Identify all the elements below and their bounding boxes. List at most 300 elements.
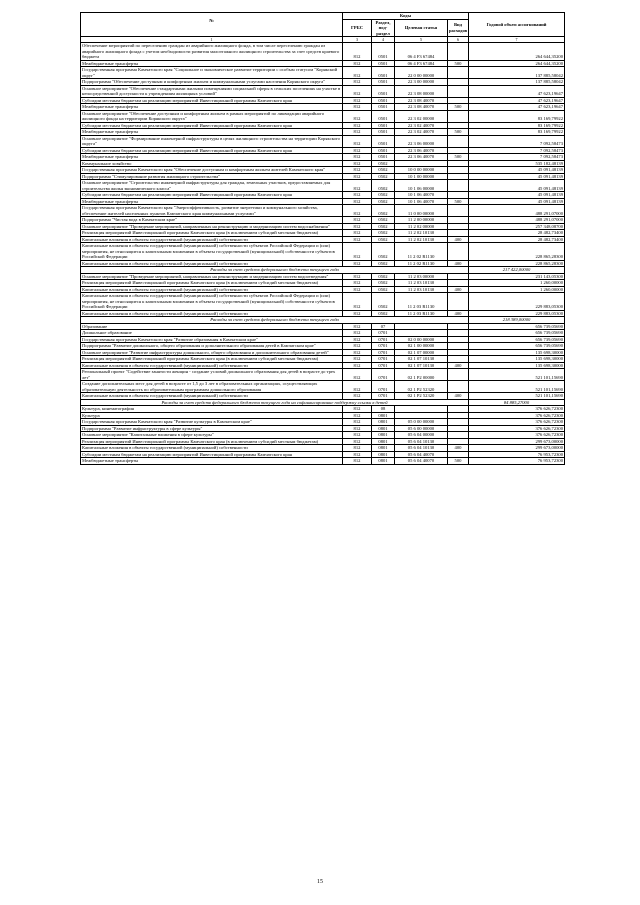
cell-vid: 500 xyxy=(448,129,469,136)
cell-amount: 1 260,00000 xyxy=(469,286,565,293)
cell-grbs: 812 xyxy=(343,205,372,217)
cell-statya: 11 2 03 00000 xyxy=(395,273,448,280)
cell-razdel: 0801 xyxy=(372,432,395,439)
cell-vid: 500 xyxy=(448,60,469,67)
cell-amount: 656 739,05690 xyxy=(469,323,565,330)
table-row xyxy=(81,180,565,192)
cell-grbs: 812 xyxy=(343,280,372,287)
cell-statya: 10 1 06 40070 xyxy=(395,198,448,205)
cell-name: Основное мероприятие "Обеспечение доступным и комфортным жильем в рамках мероприятий по ликвидации аварийного жилищного фонда на территории Корякского округа" xyxy=(81,110,343,122)
table-row xyxy=(81,243,565,261)
cell-amount: 376 626,72300 xyxy=(469,406,565,413)
cell-razdel: 0701 xyxy=(372,393,395,400)
cell-amount: 7 092,58473 xyxy=(469,135,565,147)
cell-razdel: 0501 xyxy=(372,135,395,147)
cell-grbs: 812 xyxy=(343,135,372,147)
cell-name: Основное мероприятие "Обеспечение стандартными жилыми помещениями социальной сферы в сельских поселениях на участке в непосредственной доступности к учреждениям жилищных условий" xyxy=(81,85,343,97)
cell-statya: 11 2 03 10130 xyxy=(395,280,448,287)
cell-name: Межбюджетные трансферты xyxy=(81,198,343,205)
cell-grbs: 812 xyxy=(343,310,372,317)
cell-amount: 231 143,05300 xyxy=(469,273,565,280)
cell-razdel: 0501 xyxy=(372,97,395,104)
cell-grbs: 812 xyxy=(343,336,372,343)
cell-amount: 28 482,73400 xyxy=(469,236,565,243)
cell-name: Государственная программа Камчатского края "Развитие образования в Камчатском крае" xyxy=(81,336,343,343)
header-vid: Вид расходов xyxy=(448,19,469,37)
page-number: 15 xyxy=(317,879,323,885)
cell-grbs: 812 xyxy=(343,223,372,230)
cell-statya: 11 2 02 00000 xyxy=(395,223,448,230)
header-statya: Целевая статья xyxy=(395,19,448,37)
cell-grbs: 812 xyxy=(343,236,372,243)
cell-razdel: 0502 xyxy=(372,236,395,243)
cell-statya: 02 1 P2 00000 xyxy=(395,369,448,381)
cell-name: Межбюджетные трансферты xyxy=(81,60,343,67)
cell-amount: 47 623,19647 xyxy=(469,85,565,97)
cell-statya: 22 3 08 40070 xyxy=(395,104,448,111)
cell-grbs: 812 xyxy=(343,273,372,280)
table-row xyxy=(81,110,565,122)
cell-name: Реализация мероприятий Инвестиционной программы Камчатского края (в исключением субсидий местным бюджетам) xyxy=(81,438,343,445)
cell-razdel: 0501 xyxy=(372,85,395,97)
cell-razdel: 0501 xyxy=(372,43,395,61)
note-text: Расходы за счет средств федерального бюджета текущего года на софинансирование поддержку ссылки в детей xyxy=(81,399,469,406)
cell-grbs: 812 xyxy=(343,243,372,261)
cell-statya: 02 1 07 10130 xyxy=(395,362,448,369)
cell-grbs: 812 xyxy=(343,260,372,267)
cell-grbs: 812 xyxy=(343,438,372,445)
cell-razdel: 07 xyxy=(372,323,395,330)
note-text: Расходы за счет средств федерального бюджета текущего года xyxy=(81,267,469,274)
cell-grbs: 812 xyxy=(343,445,372,452)
cell-razdel: 0801 xyxy=(372,438,395,445)
cell-name: Капитальные вложения в объекты государственной (муниципальной) собственности xyxy=(81,362,343,369)
cell-amount: 521 101,15690 xyxy=(469,381,565,393)
cell-razdel: 0501 xyxy=(372,79,395,86)
cell-razdel: 0502 xyxy=(372,243,395,261)
cell-statya: 11 0 00 00000 xyxy=(395,205,448,217)
cell-statya: 06 4 F3 67484 xyxy=(395,43,448,61)
cell-grbs: 812 xyxy=(343,362,372,369)
cell-razdel: 0501 xyxy=(372,154,395,161)
cell-statya: 02 0 00 00000 xyxy=(395,336,448,343)
table-row xyxy=(81,67,565,79)
cell-grbs: 812 xyxy=(343,192,372,199)
cell-grbs: 812 xyxy=(343,97,372,104)
cell-razdel: 0502 xyxy=(372,260,395,267)
cell-amount: 228 865,28300 xyxy=(469,243,565,261)
cell-razdel: 0502 xyxy=(372,160,395,167)
table-row xyxy=(81,43,565,61)
table-row xyxy=(81,205,565,217)
cell-name: Коммунальное хозяйство xyxy=(81,160,343,167)
cell-grbs: 812 xyxy=(343,167,372,174)
cell-razdel: 0502 xyxy=(372,198,395,205)
table-row xyxy=(81,369,565,381)
cell-name: Реализация мероприятий Инвестиционной программы Камчатского края (в исключением субсидий местным бюджетам) xyxy=(81,356,343,363)
cell-amount: 488 291,07000 xyxy=(469,217,565,224)
cell-name: Капитальные вложения в объекты государственной (муниципальной) собственности xyxy=(81,260,343,267)
cell-amount: 83 169,79922 xyxy=(469,110,565,122)
header-codes: Коды xyxy=(343,13,469,20)
cell-statya: 11 2 02 10130 xyxy=(395,230,448,237)
cell-grbs: 812 xyxy=(343,154,372,161)
cell-name: Государственная программа Камчатского края "Социальное и экономическое развитие территории с особым статусом "Корякский округ" xyxy=(81,67,343,79)
cell-vid: 500 xyxy=(448,198,469,205)
cell-statya: 22 3 06 40070 xyxy=(395,154,448,161)
cell-vid xyxy=(448,135,469,147)
cell-statya: 22 3 00 00000 xyxy=(395,79,448,86)
cell-amount: 47 623,19647 xyxy=(469,104,565,111)
cell-name: Дошкольное образование xyxy=(81,330,343,337)
cell-grbs: 812 xyxy=(343,198,372,205)
cell-grbs: 812 xyxy=(343,129,372,136)
column-index: 3 xyxy=(343,37,372,43)
cell-statya: 11 2 02 10130 xyxy=(395,236,448,243)
cell-grbs: 812 xyxy=(343,412,372,419)
cell-grbs: 812 xyxy=(343,85,372,97)
cell-name: Региональный проект "Содействие занятости женщин - создание условий дошкольного образования для детей в возрасте до трех лет" xyxy=(81,369,343,381)
cell-amount: 135 698,30000 xyxy=(469,349,565,356)
cell-vid: 400 xyxy=(448,362,469,369)
cell-razdel: 0501 xyxy=(372,104,395,111)
cell-razdel: 0502 xyxy=(372,167,395,174)
table-row xyxy=(81,458,565,465)
cell-statya: 02 1 P2 52320 xyxy=(395,381,448,393)
cell-vid: 400 xyxy=(448,236,469,243)
cell-name: Субсидии местным бюджетам на реализацию мероприятий Инвестиционной программы Камчатского края xyxy=(81,122,343,129)
cell-grbs: 812 xyxy=(343,180,372,192)
cell-name: Государственная программа Камчатского края "Обеспечение доступным и комфортным жильем жителей Камчатского края" xyxy=(81,167,343,174)
cell-statya: 02 1 07 10130 xyxy=(395,356,448,363)
cell-amount: 376 626,72300 xyxy=(469,432,565,439)
cell-name: Межбюджетные трансферты xyxy=(81,458,343,465)
cell-name: Капитальные вложения в объекты государственной (муниципальной) собственности xyxy=(81,236,343,243)
cell-grbs: 812 xyxy=(343,393,372,400)
cell-grbs: 812 xyxy=(343,323,372,330)
cell-vid: 500 xyxy=(448,104,469,111)
cell-grbs: 812 xyxy=(343,343,372,350)
cell-grbs: 812 xyxy=(343,230,372,237)
cell-name: Основное мероприятие "Капитальные вложения в сфере культуры" xyxy=(81,432,343,439)
cell-grbs: 812 xyxy=(343,122,372,129)
cell-razdel: 08 xyxy=(372,406,395,413)
cell-amount: 488 291,07000 xyxy=(469,205,565,217)
cell-amount: 45 091,48139 xyxy=(469,180,565,192)
cell-amount: 7 092,58473 xyxy=(469,154,565,161)
cell-statya: 22 3 02 00000 xyxy=(395,110,448,122)
cell-razdel: 0501 xyxy=(372,122,395,129)
cell-vid: 400 xyxy=(448,445,469,452)
cell-razdel: 0701 xyxy=(372,381,395,393)
note-amount: 217 422,00000 xyxy=(469,267,565,274)
column-index: 5 xyxy=(395,37,448,43)
cell-grbs: 812 xyxy=(343,217,372,224)
cell-name: Капитальные вложения в объекты государственной (муниципальной) собственности xyxy=(81,445,343,452)
note-text: Расходы за счет средств федерального бюджета текущего года xyxy=(81,317,469,324)
header-razdel: Раздел, под- раздел xyxy=(372,19,395,37)
cell-statya: 11 2 02 R1130 xyxy=(395,243,448,261)
cell-statya: 05 6 04 10130 xyxy=(395,438,448,445)
cell-amount: 229 883,05300 xyxy=(469,293,565,311)
cell-vid xyxy=(448,243,469,261)
cell-statya: 22 3 02 40070 xyxy=(395,129,448,136)
cell-amount: 137 885,58042 xyxy=(469,67,565,79)
cell-name: Государственная программа Камчатского края "Энергоэффективность, развитие энергетики и коммунального хозяйства, обеспечение жителей населенных пунктов Камчатского края коммунальными услугами" xyxy=(81,205,343,217)
cell-statya: 06 4 F3 67484 xyxy=(395,60,448,67)
cell-grbs: 812 xyxy=(343,451,372,458)
cell-vid xyxy=(448,205,469,217)
cell-vid: 500 xyxy=(448,154,469,161)
note-amount: 84 885,27000 xyxy=(469,399,565,406)
cell-name: Подпрограмма "Стимулирование развития жилищного строительства" xyxy=(81,173,343,180)
cell-vid: 400 xyxy=(448,286,469,293)
cell-name: Межбюджетные трансферты xyxy=(81,129,343,136)
cell-razdel: 0801 xyxy=(372,419,395,426)
cell-statya: 05 6 00 00000 xyxy=(395,425,448,432)
cell-vid: 400 xyxy=(448,393,469,400)
cell-name: Субсидии местным бюджетам на реализацию мероприятий Инвестиционной программы Камчатского края xyxy=(81,147,343,154)
table-row xyxy=(81,293,565,311)
cell-amount: 376 626,72300 xyxy=(469,419,565,426)
cell-name: Основное мероприятие "Формирование инженерной инфраструктуры в целях жилищного строительства на территории Корякского округа" xyxy=(81,135,343,147)
cell-statya: 05 6 04 40070 xyxy=(395,451,448,458)
cell-statya: 11 2 00 00000 xyxy=(395,217,448,224)
cell-statya: 10 1 06 40070 xyxy=(395,192,448,199)
cell-statya: 05 6 04 10130 xyxy=(395,445,448,452)
cell-grbs: 812 xyxy=(343,419,372,426)
cell-amount: 135 698,30000 xyxy=(469,356,565,363)
cell-vid: 400 xyxy=(448,260,469,267)
cell-statya: 22 3 06 00000 xyxy=(395,135,448,147)
cell-amount: 47 623,19647 xyxy=(469,97,565,104)
cell-razdel: 0502 xyxy=(372,180,395,192)
cell-name: Образование xyxy=(81,323,343,330)
cell-grbs: 812 xyxy=(343,43,372,61)
cell-razdel: 0501 xyxy=(372,110,395,122)
cell-razdel: 0502 xyxy=(372,286,395,293)
budget-table-page xyxy=(80,12,564,465)
cell-razdel: 0502 xyxy=(372,223,395,230)
cell-name: Основное мероприятие "Развитие инфраструктуры дошкольного, общего образования и дополнительного образования детей" xyxy=(81,349,343,356)
cell-name: Основное мероприятие "Проведение мероприятий, направленных на реконструкцию и модернизацию систем водоснабжения" xyxy=(81,223,343,230)
cell-grbs: 812 xyxy=(343,67,372,79)
cell-razdel: 0701 xyxy=(372,356,395,363)
cell-amount: 28 482,73400 xyxy=(469,230,565,237)
cell-razdel: 0701 xyxy=(372,362,395,369)
cell-razdel: 0701 xyxy=(372,330,395,337)
header-num: № xyxy=(209,17,214,23)
header-grbs: ГРБС xyxy=(343,19,372,37)
cell-grbs: 812 xyxy=(343,425,372,432)
cell-grbs: 812 xyxy=(343,60,372,67)
cell-name: Капитальные вложения в объекты государственной (муниципальной) собственности xyxy=(81,310,343,317)
cell-amount: 45 091,48139 xyxy=(469,192,565,199)
cell-razdel: 0502 xyxy=(372,280,395,287)
cell-grbs: 812 xyxy=(343,104,372,111)
cell-amount: 137 885,58042 xyxy=(469,79,565,86)
cell-name: Капитальные вложения в объекты государственной (муниципальной) собственности xyxy=(81,393,343,400)
cell-name: Межбюджетные трансферты xyxy=(81,154,343,161)
cell-amount: 656 739,05690 xyxy=(469,330,565,337)
cell-statya: 22 3 02 40070 xyxy=(395,122,448,129)
cell-amount: 45 091,48139 xyxy=(469,173,565,180)
cell-vid xyxy=(448,67,469,79)
cell-name: Подпрограмма "Чистая вода в Камчатском крае" xyxy=(81,217,343,224)
cell-name: Подпрограмма "Развитие дошкольного, общего образования и дополнительного образования детей в Камчатском крае" xyxy=(81,343,343,350)
cell-statya: 02 1 P2 52320 xyxy=(395,393,448,400)
cell-razdel: 0502 xyxy=(372,217,395,224)
cell-amount: 45 091,48139 xyxy=(469,167,565,174)
cell-name: Реализация мероприятий Инвестиционной программы Камчатского края (в исключением субсидий местным бюджетам) xyxy=(81,280,343,287)
cell-name: Капитальные вложения в объекты государственной (муниципальной) собственности субъектов Российской Федерации и (или) мероприятия, не относящиеся к капитальным вложениям в объекты государственной (муниципальной) собственности субъектов Российской Федерации xyxy=(81,243,343,261)
cell-name: Культура, кинематография xyxy=(81,406,343,413)
cell-amount: 1 260,00000 xyxy=(469,280,565,287)
cell-name: Субсидии местным бюджетам на реализацию мероприятий Инвестиционной программы Камчатского края xyxy=(81,97,343,104)
cell-grbs: 812 xyxy=(343,110,372,122)
cell-vid: 400 xyxy=(448,310,469,317)
cell-statya: 02 1 00 00000 xyxy=(395,343,448,350)
cell-amount: 299 673,00000 xyxy=(469,438,565,445)
cell-statya: 02 1 07 00000 xyxy=(395,349,448,356)
cell-statya: 22 3 08 40070 xyxy=(395,97,448,104)
cell-razdel: 0502 xyxy=(372,273,395,280)
cell-razdel: 0501 xyxy=(372,67,395,79)
cell-grbs: 812 xyxy=(343,369,372,381)
cell-name: Основное мероприятие "Строительство инженерной инфраструктуры для граждан, земельных участков, предоставляемых для строительства жилья экономического класса" xyxy=(81,180,343,192)
cell-grbs: 812 xyxy=(343,330,372,337)
cell-razdel: 0502 xyxy=(372,205,395,217)
cell-amount: 83 169,79922 xyxy=(469,129,565,136)
cell-razdel: 0801 xyxy=(372,445,395,452)
cell-amount: 656 739,05690 xyxy=(469,343,565,350)
column-index: 1 xyxy=(81,37,343,43)
cell-razdel: 0701 xyxy=(372,343,395,350)
cell-amount: 521 101,15690 xyxy=(469,369,565,381)
cell-amount: 135 698,30000 xyxy=(469,362,565,369)
column-index: 6 xyxy=(448,37,469,43)
cell-amount: 376 626,72300 xyxy=(469,425,565,432)
cell-amount: 656 739,05690 xyxy=(469,336,565,343)
cell-name: Государственная программа Камчатского края "Развитие культуры в Камчатском крае" xyxy=(81,419,343,426)
cell-statya: 22 3 06 40070 xyxy=(395,147,448,154)
cell-amount: 299 673,00000 xyxy=(469,445,565,452)
cell-vid xyxy=(448,85,469,97)
budget-table xyxy=(80,12,565,465)
cell-razdel: 0701 xyxy=(372,336,395,343)
cell-statya: 11 2 03 R1130 xyxy=(395,310,448,317)
cell-grbs: 812 xyxy=(343,381,372,393)
table-row xyxy=(81,381,565,393)
cell-grbs: 812 xyxy=(343,458,372,465)
header-sum: Годовой объем ассигнований xyxy=(469,13,565,37)
cell-name: Капитальные вложения в объекты государственной (муниципальной) собственности субъектов Российской Федерации и (или) мероприятия, не относящиеся к капитальным вложениям в объекты государственной (муниципальной) собственности субъектов Российской Федерации xyxy=(81,293,343,311)
cell-amount: 376 626,72300 xyxy=(469,412,565,419)
cell-statya: 10 1 06 00000 xyxy=(395,180,448,192)
cell-amount: 228 865,28300 xyxy=(469,260,565,267)
column-index: 4 xyxy=(372,37,395,43)
cell-name: Подпрограмма "Обеспечение доступным и комфортным жильем и коммунальными услугами населения Корякского округа" xyxy=(81,79,343,86)
cell-statya: 10 1 00 00000 xyxy=(395,173,448,180)
cell-statya: 10 0 00 00000 xyxy=(395,167,448,174)
cell-amount: 7 092,58473 xyxy=(469,147,565,154)
cell-name: Создание дополнительных мест для детей в возрасте от 1,5 до 3 лет в образовательных организациях, осуществляющих образовательную деятельность по образовательным программам дошкольного образования xyxy=(81,381,343,393)
cell-grbs: 812 xyxy=(343,349,372,356)
cell-razdel: 0501 xyxy=(372,60,395,67)
cell-amount: 45 091,48139 xyxy=(469,198,565,205)
table-row xyxy=(81,135,565,147)
cell-grbs: 812 xyxy=(343,173,372,180)
cell-name: Подпрограмма "Развитие инфраструктуры в сфере культуры" xyxy=(81,425,343,432)
cell-name: Субсидии местным бюджетам на реализацию мероприятий Инвестиционной программы Камчатского края xyxy=(81,192,343,199)
cell-razdel: 0801 xyxy=(372,425,395,432)
cell-amount: 76 953,72300 xyxy=(469,451,565,458)
cell-razdel: 0501 xyxy=(372,147,395,154)
cell-amount: 83 169,79922 xyxy=(469,122,565,129)
cell-vid: 500 xyxy=(448,458,469,465)
note-amount: 218 389,00000 xyxy=(469,317,565,324)
cell-grbs: 812 xyxy=(343,432,372,439)
cell-statya: 11 2 03 R1130 xyxy=(395,293,448,311)
cell-vid xyxy=(448,110,469,122)
cell-amount: 264 644,35200 xyxy=(469,43,565,61)
header-name xyxy=(81,13,343,37)
cell-statya: 05 6 04 40070 xyxy=(395,458,448,465)
cell-razdel: 0501 xyxy=(372,129,395,136)
cell-amount: 535 182,48139 xyxy=(469,160,565,167)
cell-razdel: 0502 xyxy=(372,310,395,317)
cell-vid xyxy=(448,381,469,393)
cell-amount: 521 101,15690 xyxy=(469,393,565,400)
cell-name: Реализация мероприятий Инвестиционной программы Камчатского края (в исключением субсидий местным бюджетам) xyxy=(81,230,343,237)
cell-name: Основное мероприятие "Проведение мероприятий, направленных на реконструкцию и модернизацию систем водоотведения" xyxy=(81,273,343,280)
cell-razdel: 0701 xyxy=(372,369,395,381)
cell-razdel: 0801 xyxy=(372,458,395,465)
cell-statya: 05 0 00 00000 xyxy=(395,419,448,426)
cell-amount: 257 348,08700 xyxy=(469,223,565,230)
cell-statya: 11 2 02 R1130 xyxy=(395,260,448,267)
cell-razdel: 0502 xyxy=(372,173,395,180)
cell-razdel: 0502 xyxy=(372,230,395,237)
cell-grbs: 812 xyxy=(343,286,372,293)
column-index: 7 xyxy=(469,37,565,43)
cell-name: Межбюджетные трансферты xyxy=(81,104,343,111)
cell-name: Обеспечение мероприятий по переселению граждан из аварийного жилищного фонда, в том числе переселению граждан из аварийного жилищного фонда с учетом необходимости развития малоэтажного жилищного строительства за счет средств краевого бюджета xyxy=(81,43,343,61)
cell-razdel: 0801 xyxy=(372,451,395,458)
cell-statya: 22 0 00 00000 xyxy=(395,67,448,79)
cell-vid xyxy=(448,293,469,311)
cell-grbs: 812 xyxy=(343,147,372,154)
cell-razdel: 0701 xyxy=(372,349,395,356)
cell-statya: 22 3 08 00000 xyxy=(395,85,448,97)
table-row xyxy=(81,85,565,97)
cell-grbs: 812 xyxy=(343,406,372,413)
cell-name: Культура xyxy=(81,412,343,419)
cell-vid xyxy=(448,180,469,192)
cell-statya: 05 6 04 00000 xyxy=(395,432,448,439)
cell-grbs: 812 xyxy=(343,356,372,363)
cell-razdel: 0502 xyxy=(372,293,395,311)
cell-razdel: 0502 xyxy=(372,192,395,199)
cell-name: Субсидии местным бюджетам на реализацию мероприятий Инвестиционной программы Камчатского края xyxy=(81,451,343,458)
cell-statya: 11 2 03 10130 xyxy=(395,286,448,293)
cell-amount: 264 644,35200 xyxy=(469,60,565,67)
cell-razdel: 0801 xyxy=(372,412,395,419)
cell-grbs: 812 xyxy=(343,79,372,86)
cell-vid xyxy=(448,369,469,381)
cell-amount: 229 883,05300 xyxy=(469,310,565,317)
cell-amount: 76 953,72300 xyxy=(469,458,565,465)
